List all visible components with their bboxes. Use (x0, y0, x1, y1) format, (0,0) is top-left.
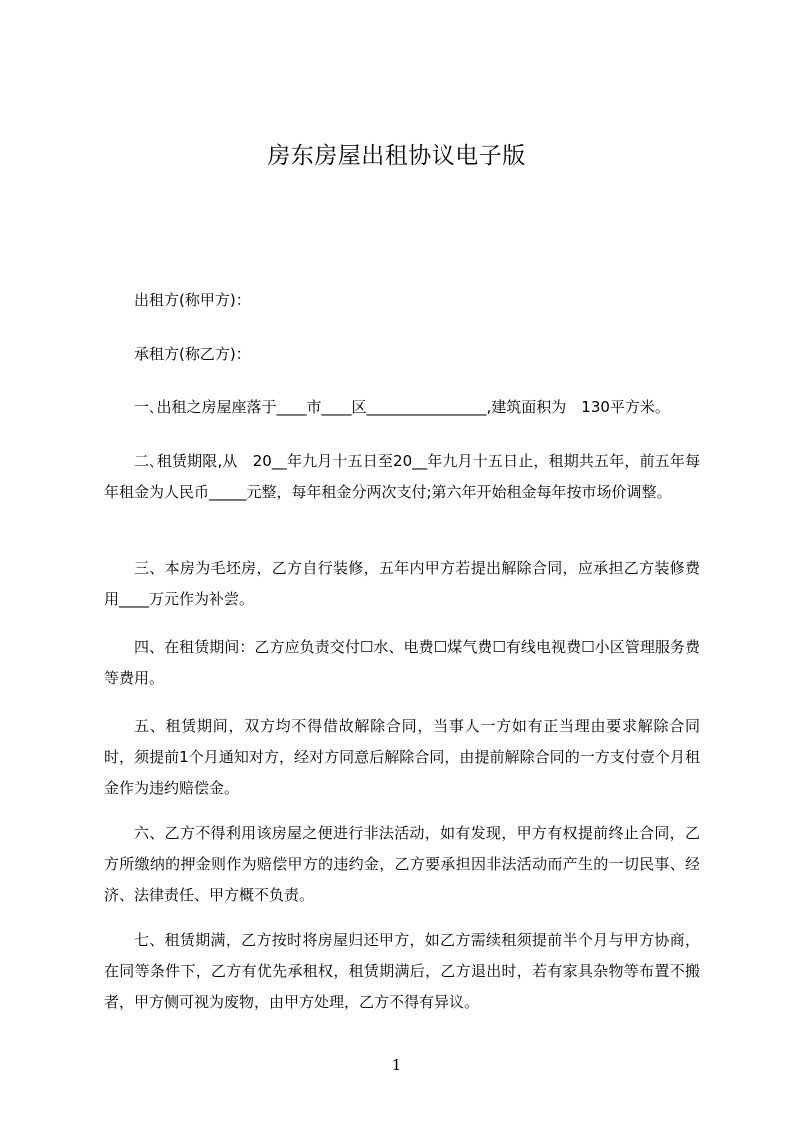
clause-2-lease-term: 二､租赁期限,从 20__年九月十五日至20__年九月十五日止，租期共五年，前五年每年租金为人民币_____元整，每年租金分两次支付;第六年开始租金每年按市场价调整。 (104, 452, 700, 501)
clause-7-expiry: 七、租赁期满，乙方按时将房屋归还甲方，如乙方需续租须提前半个月与甲方协商，在同等条件下，乙方有优先承租权，租赁期满后，乙方退出时，若有家具杂物等布置不搬者，甲方侧可视为废物，由甲方处理，乙方不得有异议。 (104, 931, 700, 1011)
clause-4-fees: 四、在租赁期间：乙方应负责交付☐水、电费☐煤气费☐有线电视费☐小区管理服务费等费用。 (104, 638, 700, 687)
clause-5-termination: 五、租赁期间，双方均不得借故解除合同，当事人一方如有正当理由要求解除合同时，须提前1个月通知对方，经对方同意后解除合同，由提前解除合同的一方支付壹个月租金作为违约赔偿金。 (104, 717, 700, 797)
clause-lessee: 承租方(称乙方)： (134, 345, 251, 363)
page-number: 1 (391, 1056, 402, 1074)
clause-lessor: 出租方(称甲方)： (134, 291, 251, 309)
document-title: 房东房屋出租协议电子版 (267, 143, 526, 169)
clause-6-illegal-activity: 六、乙方不得利用该房屋之便进行非法活动，如有发现，甲方有权提前终止合同，乙方所缴纳的押金则作为赔偿甲方的违约金，乙方要承担因非法活动而产生的一切民事、经济、法律责任、甲方概不负责。 (104, 824, 700, 904)
clause-3-renovation: 三、本房为毛坯房，乙方自行装修，五年内甲方若提出解除合同，应承担乙方装修费用____万元作为补尝。 (104, 559, 700, 608)
clause-1-location: 一､出租之房屋座落于____市____区________________,建筑面积为 130平方米。 (134, 398, 670, 416)
